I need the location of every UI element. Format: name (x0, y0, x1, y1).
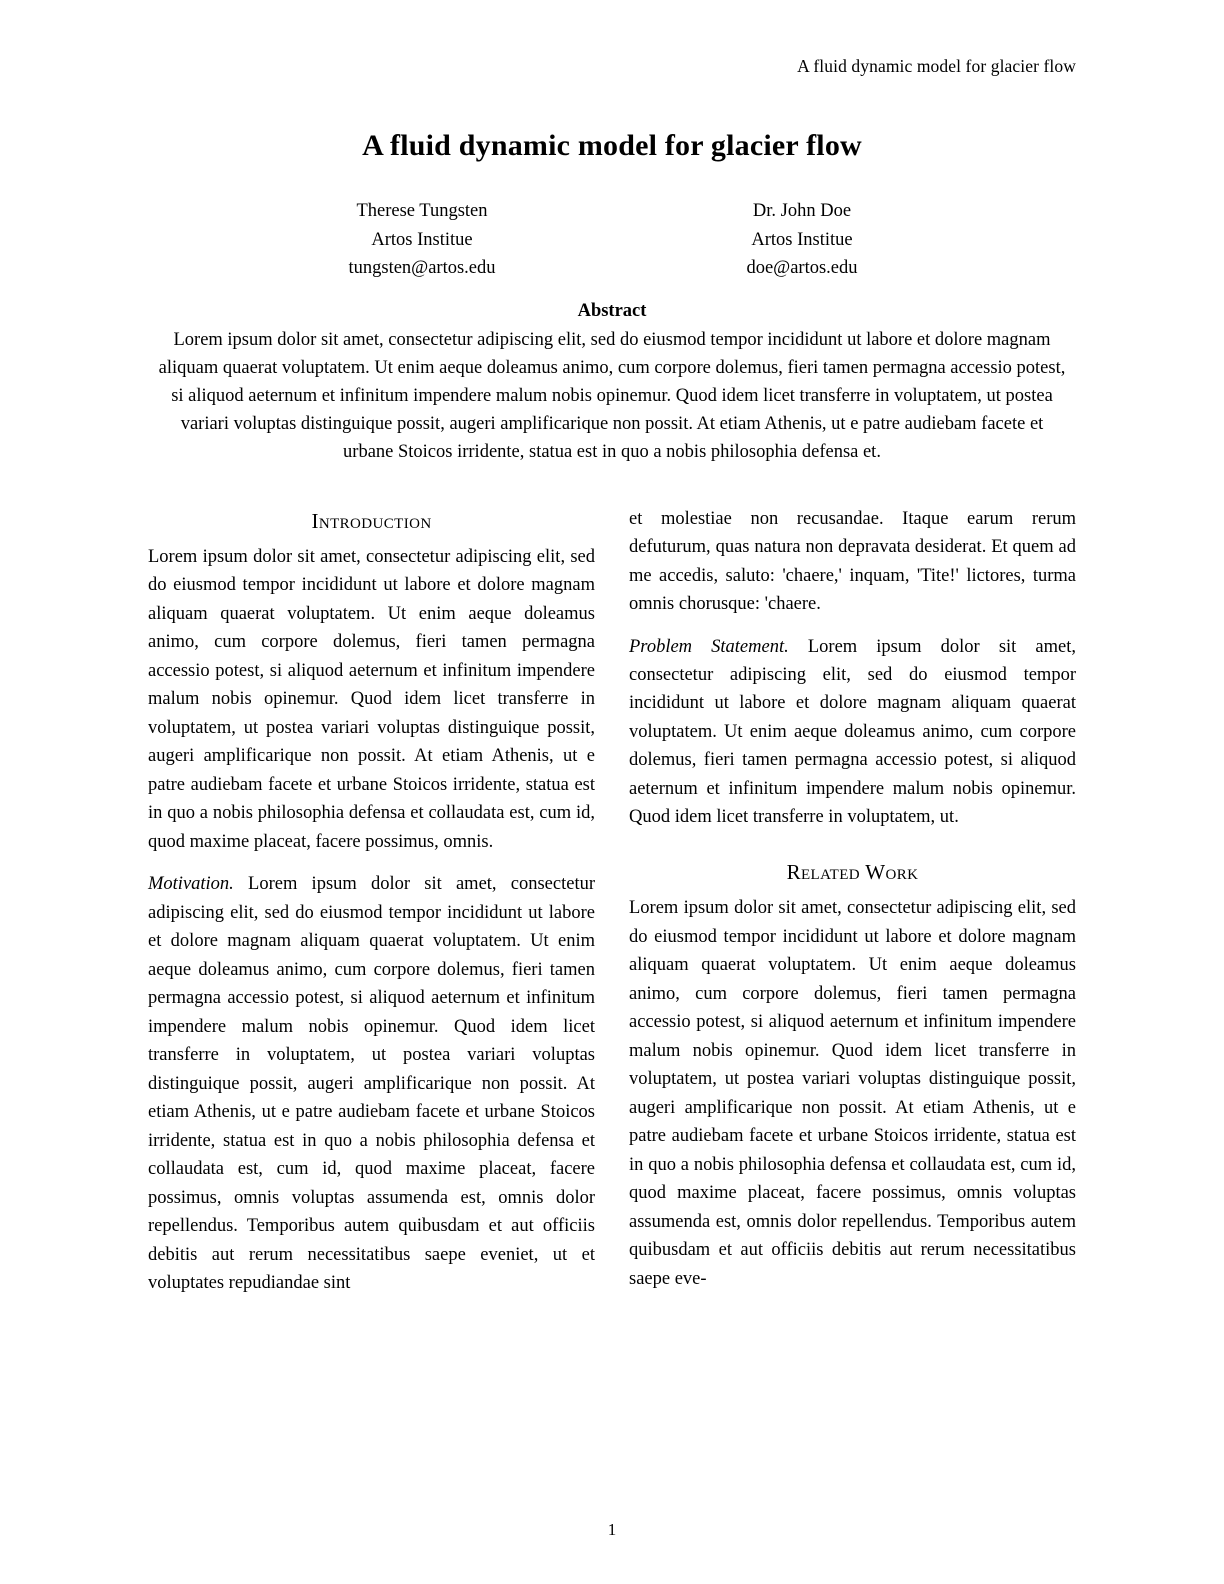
paragraph (148, 870, 595, 1297)
author-block (148, 197, 1076, 283)
running-head: A fluid dynamic model for glacier flow (797, 56, 1076, 76)
run-in-heading-problem-statement: Problem Statement. (629, 636, 789, 657)
paragraph: Lorem ipsum dolor sit amet, consectetur adipiscing elit, sed do eiusmod tempor incididunt ut labore et dolore magnam aliquam quaerat voluptatem. Ut enim aeque doleamus animo, cum corpore dolemus, fieri tamen permagna accessio potest, si aliquod aeternum et infinitum impendere malum nobis opinemur. Quod idem licet transferre in voluptatem, ut postea variari voluptas distinguique possit, augeri amplificarique non possit. At etiam Athenis, ut e patre audiebam facete et urbane Stoicos irridente, statua est in quo a nobis philosophia defensa et collaudata est, cum id, quod maxime placeat, facere possimus, omnis. (148, 546, 595, 852)
author-email: doe@artos.edu (746, 258, 858, 279)
author-entry (307, 197, 537, 283)
abstract-text: Lorem ipsum dolor sit amet, consectetur adipiscing elit, sed do eiusmod tempor incididunt ut labore et dolore magnam aliquam quaerat voluptatem. Ut enim aeque doleamus animo, cum corpore dolemus, fieri tamen permagna accessio potest, si aliquod aeternum et infinitum impendere malum nobis opinemur. Quod idem licet transferre in voluptatem, ut postea variari voluptas distinguique possit, augeri amplificarique non possit. At etiam Athenis, ut e patre audiebam facete et urbane Stoicos irridente, statua est in quo a nobis philosophia defensa et. (158, 330, 1066, 463)
paragraph: Lorem ipsum dolor sit amet, consectetur adipiscing elit, sed do eiusmod tempor incididunt ut labore et dolore magnam aliquam quaerat voluptatem. Ut enim aeque doleamus animo, cum corpore dolemus, fieri tamen permagna accessio potest, si aliquod aeternum et infinitum impendere malum nobis opinemur. Quod idem licet transferre in voluptatem, ut postea variari voluptas distinguique possit, augeri amplificarique non possit. At etiam Athenis, ut e patre audiebam facete et urbane Stoicos irridente, statua est in quo a nobis philosophia defensa et collaudata est, cum id, quod maxime placeat, facere possimus, omnis voluptas assumenda est, omnis dolor repellendus. Temporibus autem quibusdam et aut officiis debitis aut rerum necessitatibus saepe eve- (629, 898, 1076, 1289)
paragraph: et molestiae non recusandae. Itaque earum rerum defuturum, quas natura non depravata desiderat. Et quem ad me accedis, saluto: 'chaere,' inquam, 'Tite!' lictores, turma omnis chorusque: 'chaere. (629, 508, 1076, 615)
column-right (629, 505, 1076, 1298)
abstract-heading: Abstract (577, 301, 647, 322)
author-affiliation: Artos Institue (751, 229, 853, 250)
author-entry (687, 197, 917, 283)
page-title: A fluid dynamic model for glacier flow (362, 129, 862, 162)
author-affiliation: Artos Institue (371, 229, 473, 250)
author-name: Dr. John Doe (752, 201, 852, 221)
section-heading-introduction: Introduction (311, 508, 432, 533)
page-number: 1 (607, 1520, 617, 1539)
paragraph-text: Lorem ipsum dolor sit amet, consectetur adipiscing elit, sed do eiusmod tempor incididunt ut labore et dolore magnam aliquam quaerat voluptatem. Ut enim aeque doleamus animo, cum corpore dolemus, fieri tamen permagna accessio potest, si aliquod aeternum et infinitum impendere malum nobis opinemur. Quod idem licet transferre in voluptatem, ut postea variari voluptas distinguique possit, augeri amplificarique non possit. At etiam Athenis, ut e patre audiebam facete et urbane Stoicos irridente, statua est in quo a nobis philosophia defensa et collaudata est, cum id, quod maxime placeat, facere possimus, omnis voluptas assumenda est, omnis dolor repellendus. Temporibus autem quibusdam et aut officiis debitis aut rerum necessitatibus saepe eveniet, ut et voluptates repudiandae sint (148, 874, 595, 1293)
section-heading-related-work: Related Work (786, 859, 919, 884)
author-email: tungsten@artos.edu (348, 258, 496, 279)
run-in-heading-motivation: Motivation. (148, 874, 234, 895)
paragraph-text: Lorem ipsum dolor sit amet, consectetur adipiscing elit, sed do eiusmod tempor incididunt ut labore et dolore magnam aliquam quaerat voluptatem. Ut enim aeque doleamus animo, cum corpore dolemus, fieri tamen permagna accessio potest, si aliquod aeternum et infinitum impendere malum nobis opinemur. Quod idem licet transferre in voluptatem, ut. (629, 636, 1076, 828)
author-name: Therese Tungsten (356, 201, 488, 221)
paragraph (629, 633, 1076, 832)
body-columns (148, 505, 1076, 1298)
column-left (148, 505, 595, 1298)
